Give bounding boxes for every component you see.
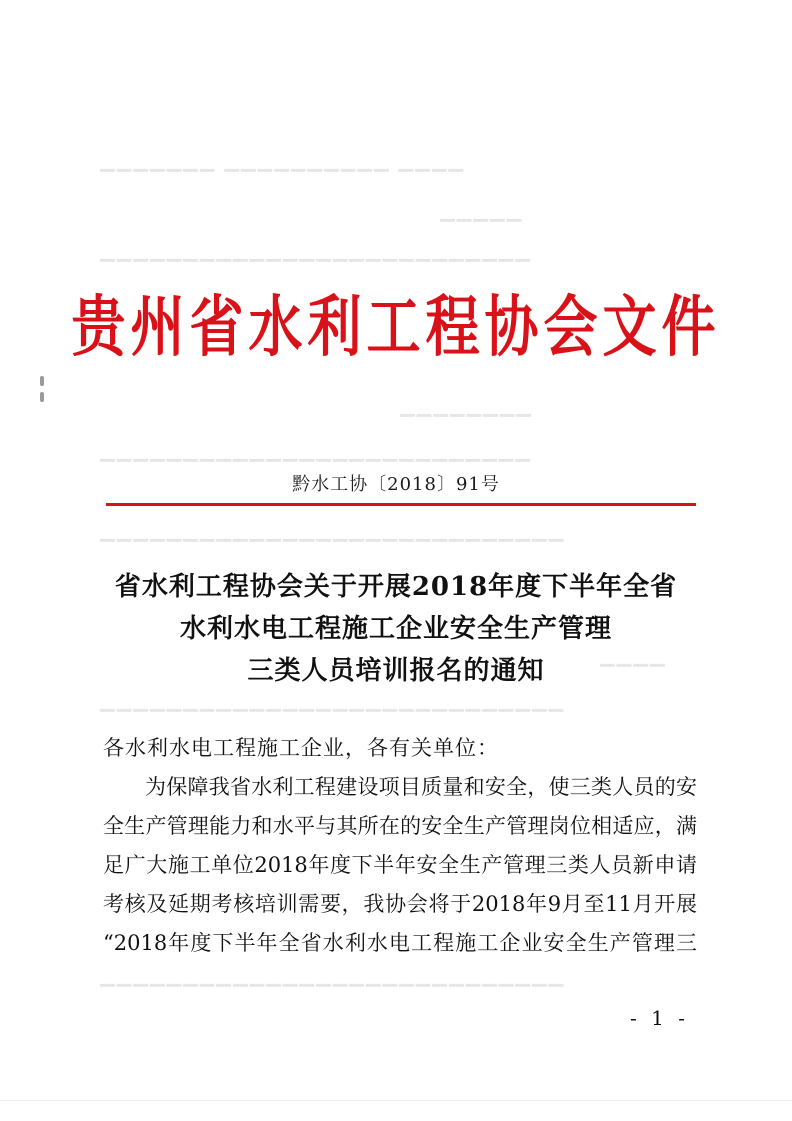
salutation: 各水利水电工程施工企业，各有关单位：: [103, 736, 499, 760]
binding-hole-mark: [40, 392, 44, 402]
body-line: 考核及延期考核培训需要，我协会将于2018年9月至11月开展: [103, 892, 697, 916]
body-line: 为保障我省水利工程建设项目质量和安全，使三类人员的安: [145, 775, 697, 799]
body-line: “2018年度下半年全省水利水电工程施工企业安全生产管理三: [103, 931, 697, 955]
bleed-through-line: ▁▁▁▁▁▁▁▁▁▁▁▁▁▁▁▁▁▁▁▁▁▁▁▁▁▁: [100, 440, 532, 462]
bleed-through-line: ▁▁▁▁▁▁▁▁▁▁▁▁▁▁▁▁▁▁▁▁▁▁▁▁▁▁: [100, 240, 532, 262]
page-number: - 1 -: [630, 1006, 689, 1030]
page-bottom-edge: [0, 1100, 792, 1101]
binding-hole-mark: [40, 376, 44, 386]
body-line: 足广大施工单位2018年度下半年安全生产管理三类人员新申请: [103, 853, 697, 877]
bleed-through-line: ▁▁▁▁▁▁▁▁▁▁▁▁▁▁▁▁▁▁▁▁▁▁▁▁▁▁▁▁: [100, 520, 566, 542]
notice-title-line-1: 省水利工程协会关于开展2018年度下半年全省: [114, 572, 678, 602]
notice-title-line-3: 三类人员培训报名的通知: [247, 656, 545, 686]
body-line: 全生产管理能力和水平与其所在的安全生产管理岗位相适应，满: [103, 814, 697, 838]
bleed-through-line: ▁▁▁▁: [600, 645, 667, 667]
bleed-through-line: ▁▁▁▁▁▁▁▁: [400, 395, 533, 417]
document-number: 黔水工协〔2018〕91号: [292, 474, 500, 495]
notice-title-line-2: 水利水电工程施工企业安全生产管理: [179, 614, 612, 644]
issuing-organization-title: 贵州省水利工程协会文件: [71, 288, 721, 366]
bleed-through-line: ▁▁▁▁▁▁▁ ▁▁▁▁▁▁▁▁▁▁ ▁▁▁▁: [100, 150, 465, 172]
red-separator-line: [106, 503, 696, 506]
bleed-through-line: ▁▁▁▁▁▁▁▁▁▁▁▁▁▁▁▁▁▁▁▁▁▁▁▁▁▁▁▁: [100, 690, 566, 712]
bleed-through-line: ▁▁▁▁▁: [440, 200, 524, 222]
bleed-through-line: ▁▁▁▁▁▁▁▁▁▁▁▁▁▁▁▁▁▁▁▁▁▁▁▁▁▁▁▁: [100, 965, 566, 987]
